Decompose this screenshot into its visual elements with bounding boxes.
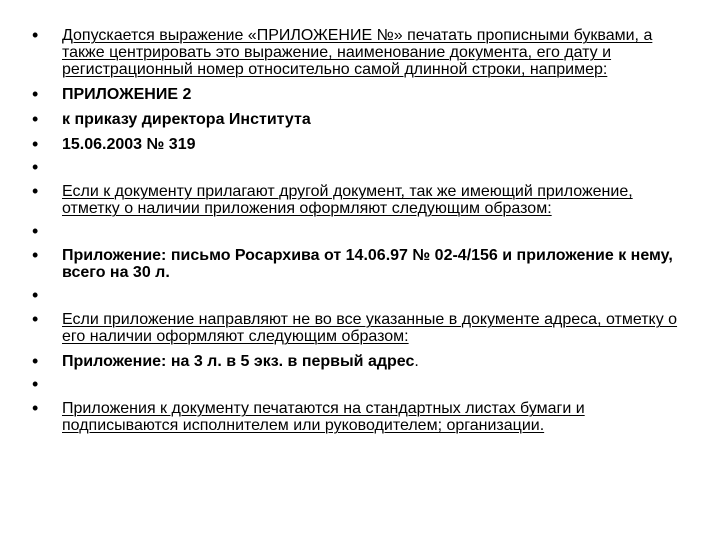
- bullet-icon: •: [32, 221, 39, 241]
- item-text: [62, 223, 690, 241]
- bullet-icon: •: [32, 84, 39, 104]
- bullet-icon: •: [32, 309, 39, 329]
- list-item: [30, 86, 690, 103]
- bullet-icon: •: [32, 245, 39, 265]
- bullet-icon: •: [32, 134, 39, 154]
- item-text: 15.06.2003 № 319: [62, 136, 196, 153]
- list-item: [30, 111, 690, 128]
- bullet-icon: •: [32, 25, 39, 45]
- list-item: [30, 311, 690, 345]
- item-text: ПРИЛОЖЕНИЕ 2: [62, 86, 192, 103]
- bullet-icon: •: [32, 109, 39, 129]
- bullet-icon: •: [32, 351, 39, 371]
- list-item: [30, 353, 690, 370]
- item-text: Приложение: письмо Росархива от 14.06.97 № 02-4/156 и приложение к нему, всего на 30 л.: [62, 247, 673, 281]
- item-text: Если приложение направляют не во все указанные в документе адреса, отметку о его наличии оформляют следующим образом:: [62, 311, 678, 345]
- item-text: [62, 159, 690, 177]
- list-item-empty: [30, 159, 690, 177]
- list-item: [30, 27, 690, 78]
- item-text-suffix: .: [414, 353, 419, 370]
- bullet-icon: •: [32, 285, 39, 305]
- item-text: к приказу директора Института: [62, 111, 311, 128]
- item-text: [62, 287, 690, 305]
- bullet-icon: •: [32, 157, 39, 177]
- item-text-wrapper: [62, 353, 690, 370]
- item-text: Допускается выражение «ПРИЛОЖЕНИЕ №» печатать прописными буквами, а также центрировать это выражение, наименование документа, его дату и регистрационный номер относительно самой длинной строки, например:: [62, 27, 653, 78]
- list-item-empty: [30, 287, 690, 305]
- list-item: [30, 247, 690, 281]
- bullet-icon: •: [32, 374, 39, 394]
- item-text: Приложения к документу печатаются на стандартных листах бумаги и подписываются исполнителем или руководителем; организации.: [62, 400, 585, 434]
- item-text: Приложение: на 3 л. в 5 экз. в первый адрес: [62, 353, 415, 370]
- bullet-icon: •: [32, 398, 39, 418]
- list-item-empty: [30, 376, 690, 394]
- bullet-icon: •: [32, 181, 39, 201]
- list-item: [30, 400, 690, 434]
- list-item: [30, 183, 690, 217]
- item-text: [62, 376, 690, 394]
- list-item-empty: [30, 223, 690, 241]
- item-text: Если к документу прилагают другой документ, так же имеющий приложение, отметку о наличии приложения оформляют следующим образом:: [62, 183, 633, 217]
- bullet-list: [30, 27, 690, 434]
- list-item: [30, 136, 690, 153]
